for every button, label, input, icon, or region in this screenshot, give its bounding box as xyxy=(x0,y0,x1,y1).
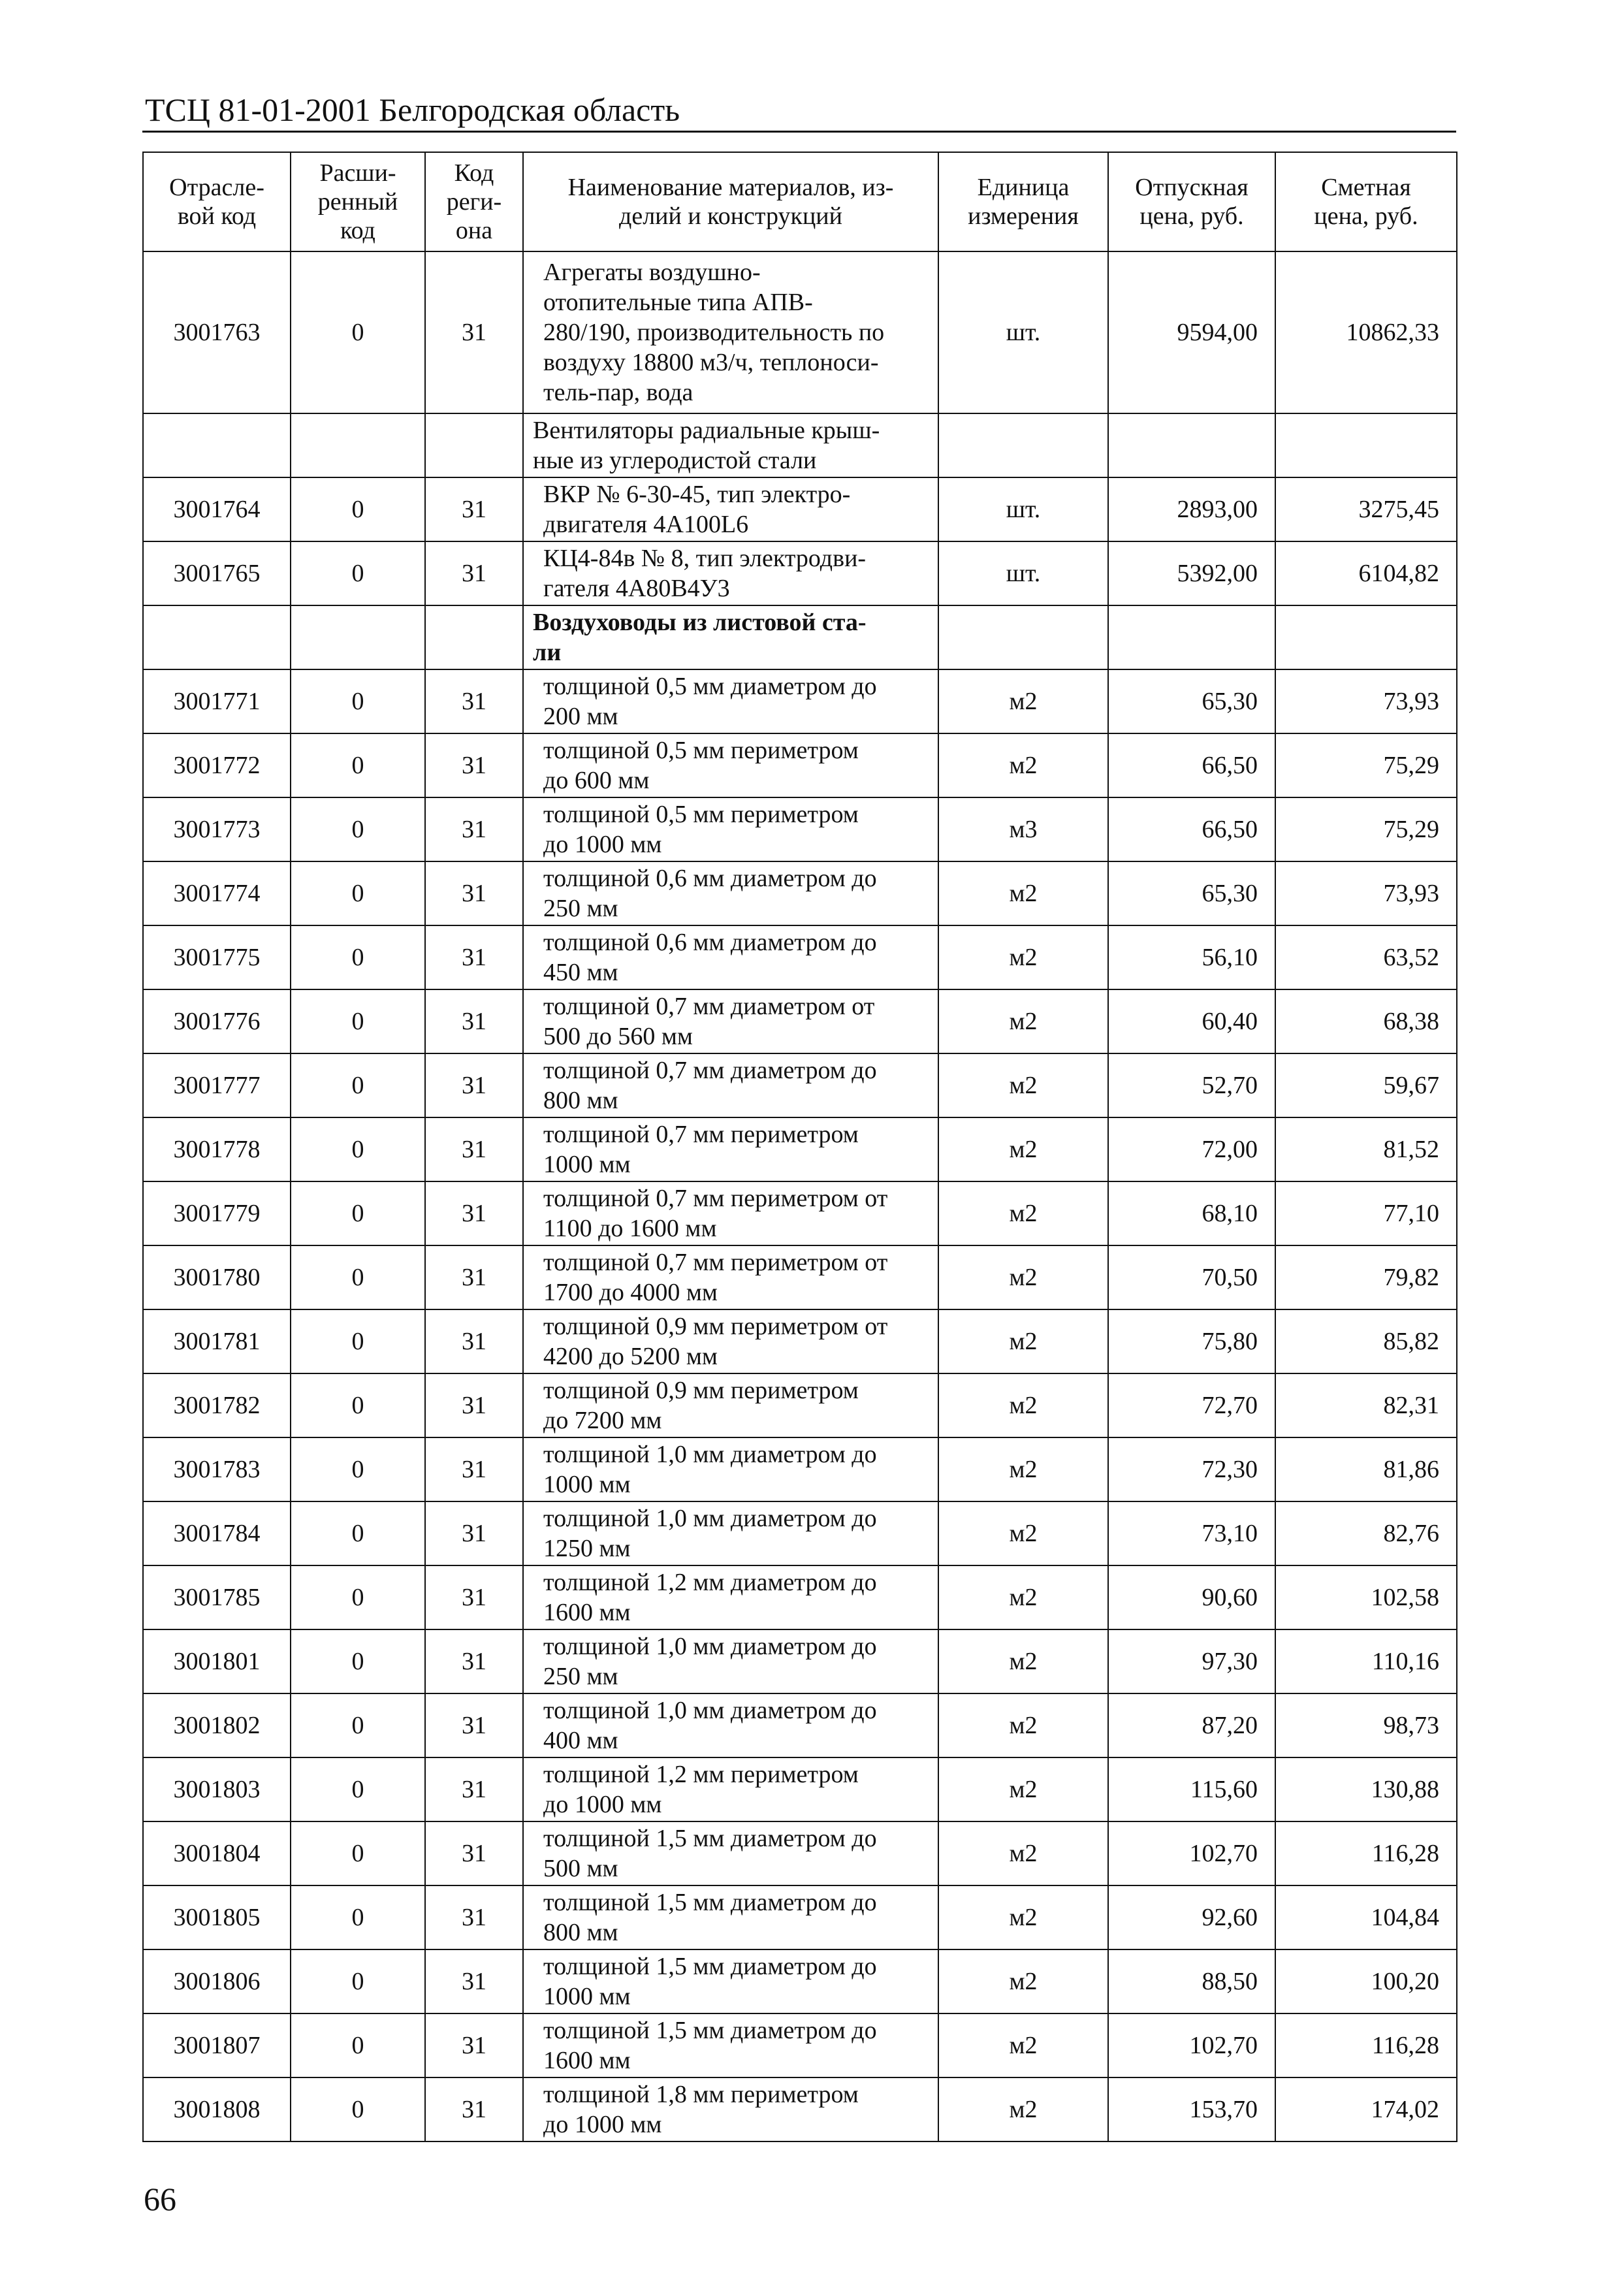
row-name: Вентиляторы радиальные крыш- ные из углеродистой стали xyxy=(523,413,938,477)
column-header-estimate-price: Сметная цена, руб. xyxy=(1275,152,1457,251)
row-extended-code: 0 xyxy=(291,1373,425,1437)
price-table xyxy=(142,152,1457,2142)
row-region-code: 31 xyxy=(425,1821,523,1885)
table-row xyxy=(143,1501,1457,1565)
row-estimate-price: 85,82 xyxy=(1275,1309,1457,1373)
table-row xyxy=(143,1245,1457,1309)
column-header-unit: Единица измерения xyxy=(938,152,1108,251)
row-estimate-price: 10862,33 xyxy=(1275,251,1457,413)
row-name: толщиной 1,5 мм диаметром до 800 мм xyxy=(523,1885,938,1949)
row-region-code: 31 xyxy=(425,1885,523,1949)
row-estimate-price: 116,28 xyxy=(1275,1821,1457,1885)
row-estimate-price: 75,29 xyxy=(1275,733,1457,797)
row-estimate-price: 73,93 xyxy=(1275,861,1457,925)
table-row xyxy=(143,925,1457,989)
row-extended-code: 0 xyxy=(291,861,425,925)
table-row xyxy=(143,2077,1457,2141)
row-release-price xyxy=(1108,605,1275,669)
row-name: толщиной 0,7 мм периметром 1000 мм xyxy=(523,1117,938,1181)
row-code: 3001763 xyxy=(143,251,291,413)
table-row xyxy=(143,1437,1457,1501)
row-region-code: 31 xyxy=(425,1181,523,1245)
row-unit: м2 xyxy=(938,1949,1108,2013)
row-estimate-price: 82,31 xyxy=(1275,1373,1457,1437)
row-extended-code: 0 xyxy=(291,1949,425,2013)
row-extended-code: 0 xyxy=(291,1693,425,1757)
row-code: 3001806 xyxy=(143,1949,291,2013)
row-region-code: 31 xyxy=(425,1117,523,1181)
row-release-price: 65,30 xyxy=(1108,861,1275,925)
row-code: 3001808 xyxy=(143,2077,291,2141)
row-region-code: 31 xyxy=(425,1053,523,1117)
row-estimate-price: 174,02 xyxy=(1275,2077,1457,2141)
row-region-code: 31 xyxy=(425,2077,523,2141)
row-name: толщиной 0,7 мм диаметром от 500 до 560 мм xyxy=(523,989,938,1053)
row-name: толщиной 0,5 мм периметром до 1000 мм xyxy=(523,797,938,861)
row-extended-code: 0 xyxy=(291,1885,425,1949)
row-estimate-price: 116,28 xyxy=(1275,2013,1457,2077)
row-name: толщиной 0,7 мм диаметром до 800 мм xyxy=(523,1053,938,1117)
row-estimate-price: 81,52 xyxy=(1275,1117,1457,1181)
row-code: 3001780 xyxy=(143,1245,291,1309)
row-release-price: 66,50 xyxy=(1108,797,1275,861)
row-code: 3001783 xyxy=(143,1437,291,1501)
row-extended-code xyxy=(291,605,425,669)
row-release-price: 72,70 xyxy=(1108,1373,1275,1437)
row-name: толщиной 1,2 мм диаметром до 1600 мм xyxy=(523,1565,938,1629)
row-release-price: 5392,00 xyxy=(1108,541,1275,605)
table-row xyxy=(143,2013,1457,2077)
row-code: 3001764 xyxy=(143,477,291,541)
row-unit: м2 xyxy=(938,1437,1108,1501)
row-release-price: 153,70 xyxy=(1108,2077,1275,2141)
row-code xyxy=(143,413,291,477)
row-release-price: 87,20 xyxy=(1108,1693,1275,1757)
table-row xyxy=(143,1565,1457,1629)
row-estimate-price: 110,16 xyxy=(1275,1629,1457,1693)
column-header-code: Отрасле- вой код xyxy=(143,152,291,251)
table-row xyxy=(143,1949,1457,2013)
row-unit: м2 xyxy=(938,861,1108,925)
column-header-release-price: Отпускная цена, руб. xyxy=(1108,152,1275,251)
row-unit: м2 xyxy=(938,1821,1108,1885)
column-header-name: Наименование материалов, из- делий и конструкций xyxy=(523,152,938,251)
row-unit: шт. xyxy=(938,477,1108,541)
row-release-price: 97,30 xyxy=(1108,1629,1275,1693)
row-estimate-price: 3275,45 xyxy=(1275,477,1457,541)
table-row xyxy=(143,251,1457,413)
row-estimate-price: 73,93 xyxy=(1275,669,1457,733)
row-estimate-price: 98,73 xyxy=(1275,1693,1457,1757)
row-unit: шт. xyxy=(938,251,1108,413)
row-region-code: 31 xyxy=(425,1565,523,1629)
row-unit: м3 xyxy=(938,797,1108,861)
row-unit xyxy=(938,605,1108,669)
row-name: толщиной 1,0 мм диаметром до 1250 мм xyxy=(523,1501,938,1565)
row-name: толщиной 0,5 мм периметром до 600 мм xyxy=(523,733,938,797)
row-estimate-price xyxy=(1275,605,1457,669)
row-name: толщиной 0,6 мм диаметром до 250 мм xyxy=(523,861,938,925)
row-release-price xyxy=(1108,413,1275,477)
table-row xyxy=(143,1309,1457,1373)
row-name: толщиной 1,0 мм диаметром до 400 мм xyxy=(523,1693,938,1757)
row-unit: м2 xyxy=(938,1885,1108,1949)
row-name: толщиной 1,8 мм периметром до 1000 мм xyxy=(523,2077,938,2141)
row-extended-code: 0 xyxy=(291,251,425,413)
row-estimate-price xyxy=(1275,413,1457,477)
row-estimate-price: 63,52 xyxy=(1275,925,1457,989)
row-extended-code: 0 xyxy=(291,2013,425,2077)
table-row xyxy=(143,797,1457,861)
row-extended-code: 0 xyxy=(291,1821,425,1885)
row-code xyxy=(143,605,291,669)
row-release-price: 72,30 xyxy=(1108,1437,1275,1501)
row-extended-code: 0 xyxy=(291,1181,425,1245)
row-estimate-price: 75,29 xyxy=(1275,797,1457,861)
row-name: толщиной 1,5 мм диаметром до 500 мм xyxy=(523,1821,938,1885)
row-code: 3001802 xyxy=(143,1693,291,1757)
row-code: 3001776 xyxy=(143,989,291,1053)
row-release-price: 68,10 xyxy=(1108,1181,1275,1245)
row-code: 3001801 xyxy=(143,1629,291,1693)
row-estimate-price: 104,84 xyxy=(1275,1885,1457,1949)
row-name: толщиной 0,7 мм периметром от 1100 до 1600 мм xyxy=(523,1181,938,1245)
row-extended-code xyxy=(291,413,425,477)
row-code: 3001807 xyxy=(143,2013,291,2077)
row-region-code: 31 xyxy=(425,989,523,1053)
row-release-price: 65,30 xyxy=(1108,669,1275,733)
row-region-code: 31 xyxy=(425,797,523,861)
table-row xyxy=(143,1117,1457,1181)
row-code: 3001771 xyxy=(143,669,291,733)
table-header-row xyxy=(143,152,1457,251)
row-extended-code: 0 xyxy=(291,1757,425,1821)
row-extended-code: 0 xyxy=(291,989,425,1053)
table-body xyxy=(143,251,1457,2141)
row-release-price: 115,60 xyxy=(1108,1757,1275,1821)
row-region-code: 31 xyxy=(425,541,523,605)
row-code: 3001804 xyxy=(143,1821,291,1885)
table-row xyxy=(143,1373,1457,1437)
column-header-ext-code: Расши- ренный код xyxy=(291,152,425,251)
table-row xyxy=(143,1693,1457,1757)
row-region-code: 31 xyxy=(425,1437,523,1501)
row-name: толщиной 1,5 мм диаметром до 1600 мм xyxy=(523,2013,938,2077)
row-extended-code: 0 xyxy=(291,1309,425,1373)
row-release-price: 90,60 xyxy=(1108,1565,1275,1629)
row-region-code: 31 xyxy=(425,251,523,413)
table-row xyxy=(143,1181,1457,1245)
row-region-code: 31 xyxy=(425,1757,523,1821)
row-code: 3001765 xyxy=(143,541,291,605)
row-code: 3001774 xyxy=(143,861,291,925)
header-rule xyxy=(142,131,1456,133)
row-extended-code: 0 xyxy=(291,1629,425,1693)
table-row xyxy=(143,861,1457,925)
row-name: толщиной 0,9 мм периметром от 4200 до 5200 мм xyxy=(523,1309,938,1373)
row-code: 3001778 xyxy=(143,1117,291,1181)
table-row xyxy=(143,1821,1457,1885)
row-release-price: 88,50 xyxy=(1108,1949,1275,2013)
row-region-code: 31 xyxy=(425,1373,523,1437)
group-heading-row xyxy=(143,413,1457,477)
row-name: толщиной 1,2 мм периметром до 1000 мм xyxy=(523,1757,938,1821)
row-region-code xyxy=(425,605,523,669)
row-estimate-price: 100,20 xyxy=(1275,1949,1457,2013)
row-unit: м2 xyxy=(938,1245,1108,1309)
column-header-region: Код реги- она xyxy=(425,152,523,251)
row-extended-code: 0 xyxy=(291,1437,425,1501)
row-region-code: 31 xyxy=(425,2013,523,2077)
row-code: 3001785 xyxy=(143,1565,291,1629)
row-unit xyxy=(938,413,1108,477)
row-name: толщиной 0,7 мм периметром от 1700 до 4000 мм xyxy=(523,1245,938,1309)
row-code: 3001777 xyxy=(143,1053,291,1117)
row-unit: м2 xyxy=(938,1501,1108,1565)
row-extended-code: 0 xyxy=(291,669,425,733)
row-code: 3001803 xyxy=(143,1757,291,1821)
row-name: Агрегаты воздушно- отопительные типа АПВ- 280/190, производительность по воздуху 18800 м3/ч, теплоноси- тель-пар, вода xyxy=(523,251,938,413)
row-unit: м2 xyxy=(938,925,1108,989)
row-release-price: 56,10 xyxy=(1108,925,1275,989)
row-unit: м2 xyxy=(938,2077,1108,2141)
row-release-price: 75,80 xyxy=(1108,1309,1275,1373)
row-unit: м2 xyxy=(938,1757,1108,1821)
row-estimate-price: 77,10 xyxy=(1275,1181,1457,1245)
table-row xyxy=(143,1885,1457,1949)
row-code: 3001779 xyxy=(143,1181,291,1245)
row-region-code: 31 xyxy=(425,669,523,733)
row-region-code xyxy=(425,413,523,477)
row-region-code: 31 xyxy=(425,1693,523,1757)
row-code: 3001805 xyxy=(143,1885,291,1949)
row-extended-code: 0 xyxy=(291,2077,425,2141)
row-extended-code: 0 xyxy=(291,477,425,541)
table-row xyxy=(143,669,1457,733)
row-unit: м2 xyxy=(938,2013,1108,2077)
row-code: 3001784 xyxy=(143,1501,291,1565)
row-name: толщиной 0,6 мм диаметром до 450 мм xyxy=(523,925,938,989)
page-number: 66 xyxy=(144,2181,176,2217)
row-release-price: 92,60 xyxy=(1108,1885,1275,1949)
row-extended-code: 0 xyxy=(291,797,425,861)
row-extended-code: 0 xyxy=(291,1501,425,1565)
row-name: толщиной 1,0 мм диаметром до 1000 мм xyxy=(523,1437,938,1501)
row-extended-code: 0 xyxy=(291,733,425,797)
row-region-code: 31 xyxy=(425,1245,523,1309)
row-unit: м2 xyxy=(938,1373,1108,1437)
row-unit: шт. xyxy=(938,541,1108,605)
row-code: 3001773 xyxy=(143,797,291,861)
row-code: 3001781 xyxy=(143,1309,291,1373)
row-unit: м2 xyxy=(938,1309,1108,1373)
table-row xyxy=(143,733,1457,797)
row-region-code: 31 xyxy=(425,861,523,925)
page-header-title: ТСЦ 81-01-2001 Белгородская область xyxy=(145,91,680,128)
row-estimate-price: 102,58 xyxy=(1275,1565,1457,1629)
row-unit: м2 xyxy=(938,1565,1108,1629)
row-name: толщиной 0,5 мм диаметром до 200 мм xyxy=(523,669,938,733)
row-release-price: 73,10 xyxy=(1108,1501,1275,1565)
row-release-price: 72,00 xyxy=(1108,1117,1275,1181)
table-row xyxy=(143,1629,1457,1693)
row-code: 3001782 xyxy=(143,1373,291,1437)
row-estimate-price: 79,82 xyxy=(1275,1245,1457,1309)
row-name: ВКР № 6-30-45, тип электро- двигателя 4А100L6 xyxy=(523,477,938,541)
row-extended-code: 0 xyxy=(291,1053,425,1117)
row-region-code: 31 xyxy=(425,1629,523,1693)
table-row xyxy=(143,1053,1457,1117)
table-row xyxy=(143,477,1457,541)
row-release-price: 70,50 xyxy=(1108,1245,1275,1309)
table-row xyxy=(143,989,1457,1053)
row-release-price: 9594,00 xyxy=(1108,251,1275,413)
row-release-price: 102,70 xyxy=(1108,1821,1275,1885)
row-extended-code: 0 xyxy=(291,541,425,605)
row-unit: м2 xyxy=(938,989,1108,1053)
row-release-price: 102,70 xyxy=(1108,2013,1275,2077)
row-estimate-price: 59,67 xyxy=(1275,1053,1457,1117)
row-unit: м2 xyxy=(938,1053,1108,1117)
row-extended-code: 0 xyxy=(291,1117,425,1181)
row-extended-code: 0 xyxy=(291,925,425,989)
row-unit: м2 xyxy=(938,1181,1108,1245)
row-unit: м2 xyxy=(938,733,1108,797)
row-release-price: 2893,00 xyxy=(1108,477,1275,541)
row-region-code: 31 xyxy=(425,477,523,541)
row-extended-code: 0 xyxy=(291,1565,425,1629)
row-unit: м2 xyxy=(938,1693,1108,1757)
row-estimate-price: 81,86 xyxy=(1275,1437,1457,1501)
row-release-price: 60,40 xyxy=(1108,989,1275,1053)
row-estimate-price: 6104,82 xyxy=(1275,541,1457,605)
row-code: 3001772 xyxy=(143,733,291,797)
table-row xyxy=(143,541,1457,605)
row-estimate-price: 68,38 xyxy=(1275,989,1457,1053)
row-region-code: 31 xyxy=(425,1309,523,1373)
row-name: толщиной 1,0 мм диаметром до 250 мм xyxy=(523,1629,938,1693)
row-unit: м2 xyxy=(938,1629,1108,1693)
row-region-code: 31 xyxy=(425,1949,523,2013)
group-heading-row xyxy=(143,605,1457,669)
row-region-code: 31 xyxy=(425,1501,523,1565)
row-release-price: 66,50 xyxy=(1108,733,1275,797)
row-name: толщиной 0,9 мм периметром до 7200 мм xyxy=(523,1373,938,1437)
row-name: толщиной 1,5 мм диаметром до 1000 мм xyxy=(523,1949,938,2013)
row-name: КЦ4-84в № 8, тип электродви- гателя 4А80В4У3 xyxy=(523,541,938,605)
row-extended-code: 0 xyxy=(291,1245,425,1309)
row-estimate-price: 82,76 xyxy=(1275,1501,1457,1565)
row-unit: м2 xyxy=(938,1117,1108,1181)
row-estimate-price: 130,88 xyxy=(1275,1757,1457,1821)
row-region-code: 31 xyxy=(425,925,523,989)
row-region-code: 31 xyxy=(425,733,523,797)
row-unit: м2 xyxy=(938,669,1108,733)
row-name: Воздуховоды из листовой ста- ли xyxy=(523,605,938,669)
row-release-price: 52,70 xyxy=(1108,1053,1275,1117)
table-row xyxy=(143,1757,1457,1821)
row-code: 3001775 xyxy=(143,925,291,989)
